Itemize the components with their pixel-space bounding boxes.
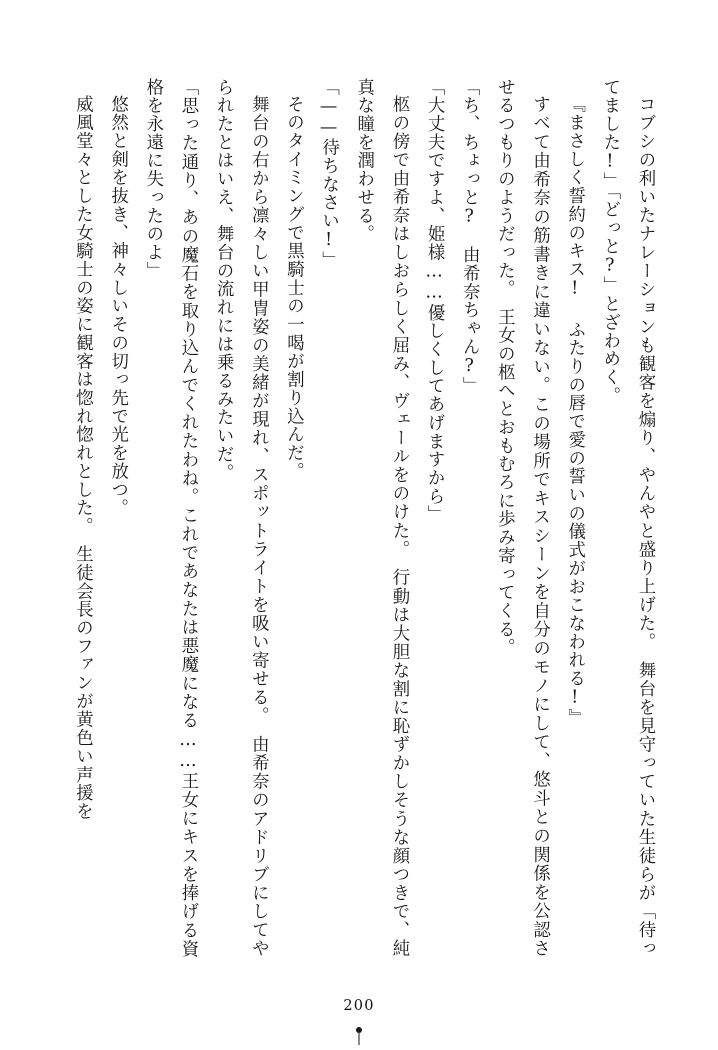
paragraph: 「大丈夫ですよ、姫様……優しくしてあげますから」 — [424, 78, 445, 524]
page-mark-stem — [359, 1033, 360, 1045]
page-text-body — [56, 78, 662, 958]
paragraph: 柩の傍で由希奈はしおらしく屈み、ヴェールをのけた。 行動は大胆な割に恥ずかしそうな顔つきで、純真な瞳を潤わせる。 — [353, 78, 409, 958]
paragraph: そのタイミングで黒騎士の一喝が割り込んだ。 — [283, 95, 304, 481]
paragraph: 悠然と剣を抜き、神々しいその切っ先で光を放つ。 — [107, 95, 128, 518]
paragraph: 威風堂々とした女騎士の姿に観客は惚れ惚れとした。 生徒会長のファンが黄色い声援を — [72, 95, 93, 821]
paragraph: 『まさしく誓約のキス! ふたりの唇で愛の誓いの儀式がおこなわれる!』 — [564, 95, 585, 728]
page-mark-dot — [356, 1027, 362, 1033]
paragraph: 舞台の右から凛々しい甲冑姿の美緒が現れ、スポットライトを吸い寄せる。 由希奈のアドリブにしてやられたとはいえ、舞台の流れには乗るみたいだ。 — [213, 78, 269, 958]
paragraph: コブシの利いたナレーションも観客を煽り、やんやと盛り上げた。 舞台を見守っていた生徒らが「待ってました!」「どっと?」とざわめく。 — [599, 78, 655, 958]
page-number: 200 — [343, 998, 375, 1014]
paragraph: 「ち、ちょっと? 由希奈ちゃん?」 — [459, 78, 480, 396]
paragraph: すべて由希奈の筋書きに違いない。この場所でキスシーンを自分のモノにして、悠斗との関係を公認させるつもりのようだった。 王女の柩へとおもむろに歩み寄ってくる。 — [494, 78, 550, 958]
paragraph: 「——待ちなさい!」 — [318, 78, 339, 270]
paragraph: 「思った通り、あの魔石を取り込んでくれたわね。これであなたは悪魔になる……王女にキスを捧げる資格を永遠に失ったのよ」 — [142, 78, 198, 958]
